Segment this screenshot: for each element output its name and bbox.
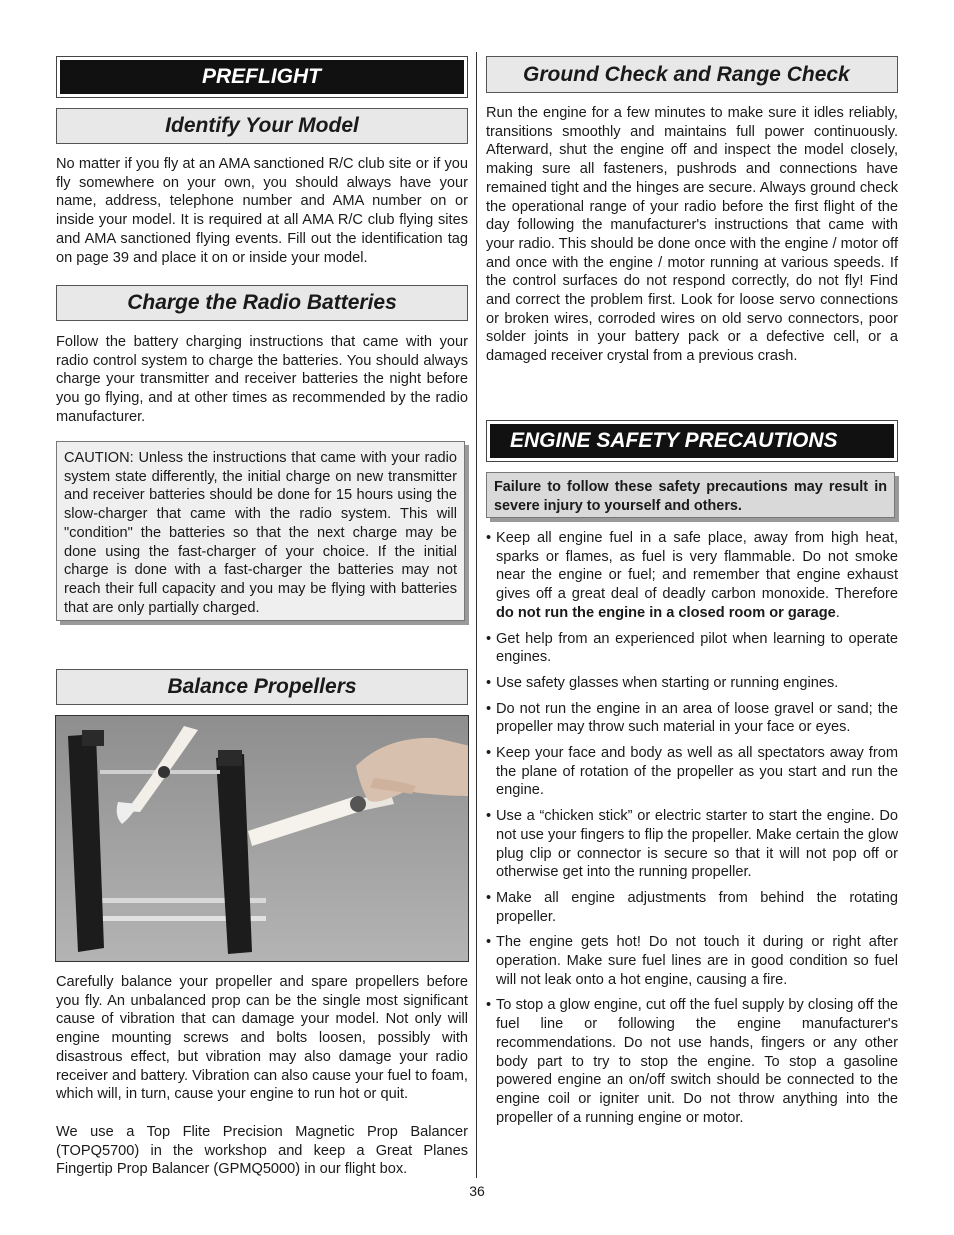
engine-safety-header xyxy=(486,420,898,462)
list-item: • To stop a glow engine, cut off the fuel supply by closing off the fuel line or following the engine manufacturer's recommendations. Do not use hands, fingers or any other body part to try to stop the engine. To stop a gasoline powered engine an on/off switch should be connected to the engine coil or igniter unit. Do not throw anything into the propeller of a running engine or motor. xyxy=(486,996,898,1127)
engine-safety-title: ENGINE SAFETY PRECAUTIONS xyxy=(510,429,838,452)
charge-heading-text: Charge the Radio Batteries xyxy=(127,291,397,314)
caution-box xyxy=(56,441,465,621)
list-item: • Do not run the engine in an area of loose gravel or sand; the propeller may throw such material in your face or eyes. xyxy=(486,700,898,737)
safety-warning-box xyxy=(486,472,895,518)
charge-text: Follow the battery charging instructions that came with your radio control system to charge the batteries. You should always charge your transmitter and receiver batteries the night before you go flying, and at other times as recommended by the radio manufacturer. xyxy=(56,334,468,425)
preflight-title: PREFLIGHT xyxy=(202,65,321,88)
prop-balancer-photo xyxy=(55,715,469,962)
safety-warning-text: Failure to follow these safety precautions may result in severe injury to yourself and others. xyxy=(494,479,887,514)
preflight-header xyxy=(56,56,468,98)
list-item: • Use a “chicken stick” or electric starter to start the engine. Do not use your fingers to flip the propeller. Make certain the glow plug clip or connector is secure so that it will not pop off or otherwise get into the running propeller. xyxy=(486,807,898,882)
safety-bullet-list xyxy=(486,529,898,1134)
identify-text: No matter if you fly at an AMA sanctioned R/C club site or if you fly somewhere on your own, you should always have your name, address, telephone number and AMA number on or inside your model. It is required at all AMA R/C club flying sites and AMA sanctioned flying events. Fill out the identification tag on page 39 and place it on or inside your model. xyxy=(56,156,468,266)
balance-text-1: Carefully balance your propeller and spare propellers before you fly. An unbalanced prop can be the single most significant cause of vibration that can damage your model. Not only will engine mounting screws and bolts loosen, possibly with disastrous effect, but vibration may also damage your radio receiver and battery. Vibration can also cause your fuel to foam, which will, in turn, cause your engine to run hot or quit. xyxy=(56,974,468,1103)
ground-text: Run the engine for a few minutes to make sure it idles reliably, transitions smoothly and maintains full power continuously. Afterward, shut the engine off and inspect the model closely, making sure all fasteners, pushrods and connections have remained tight and the hinges are secure. Always ground check the operational range of your radio before the first flight of the day following the manufacturer's instructions that came with your radio. This should be done once with the engine / motor off and once with the engine / motor running at various speeds. If the control surfaces do not respond correctly, do not fly! Find and correct the problem first. Look for loose servo connections or broken wires, corroded wires on old servo connectors, poor solder joints in your battery pack or a defective cell, or a damaged receiver crystal from a previous crash. xyxy=(486,105,898,365)
caution-text: CAUTION: Unless the instructions that came with your radio system state differently, the initial charge on new transmitter and receiver batteries should be done for 15 hours using the slow-charger that came with the radio system. This will "condition" the batteries so that the next charge may be done using the fast-charger of your choice. If the initial charge is done with a fast-charger the batteries may not reach their full capacity and you may be flying with batteries that are only partially charged. xyxy=(64,450,457,616)
column-divider xyxy=(476,52,477,1178)
balance-heading-text: Balance Propellers xyxy=(167,675,357,698)
prop-balancer-illustration xyxy=(56,716,469,962)
list-item: • Use safety glasses when starting or running engines. xyxy=(486,674,898,693)
identify-heading xyxy=(56,108,468,144)
balance-heading xyxy=(56,669,468,705)
list-item: • Get help from an experienced pilot when learning to operate engines. xyxy=(486,630,898,667)
page-number: 36 xyxy=(469,1183,485,1199)
list-item: • The engine gets hot! Do not touch it during or right after operation. Make sure fuel lines are in good condition so fuel will not leak onto a hot engine, causing a fire. xyxy=(486,933,898,989)
identify-heading-text: Identify Your Model xyxy=(165,114,359,137)
ground-heading xyxy=(486,56,898,93)
list-item: • Make all engine adjustments from behind the rotating propeller. xyxy=(486,889,898,926)
list-item: • Keep all engine fuel in a safe place, away from high heat, sparks or flames, as fuel is very flammable. Do not smoke near the engine or fuel; and remember that engine exhaust gives off a great deal of deadly carbon monoxide. Therefore do not run the engine in a closed room or garage. xyxy=(486,529,898,623)
ground-heading-text: Ground Check and Range Check xyxy=(523,62,850,86)
charge-heading xyxy=(56,285,468,321)
list-item: • Keep your face and body as well as all spectators away from the plane of rotation of the propeller as you start and run the engine. xyxy=(486,744,898,800)
balance-text-2: We use a Top Flite Precision Magnetic Prop Balancer (TOPQ5700) in the workshop and keep a Great Planes Fingertip Prop Balancer (GPMQ5000) in our flight box. xyxy=(56,1124,468,1178)
